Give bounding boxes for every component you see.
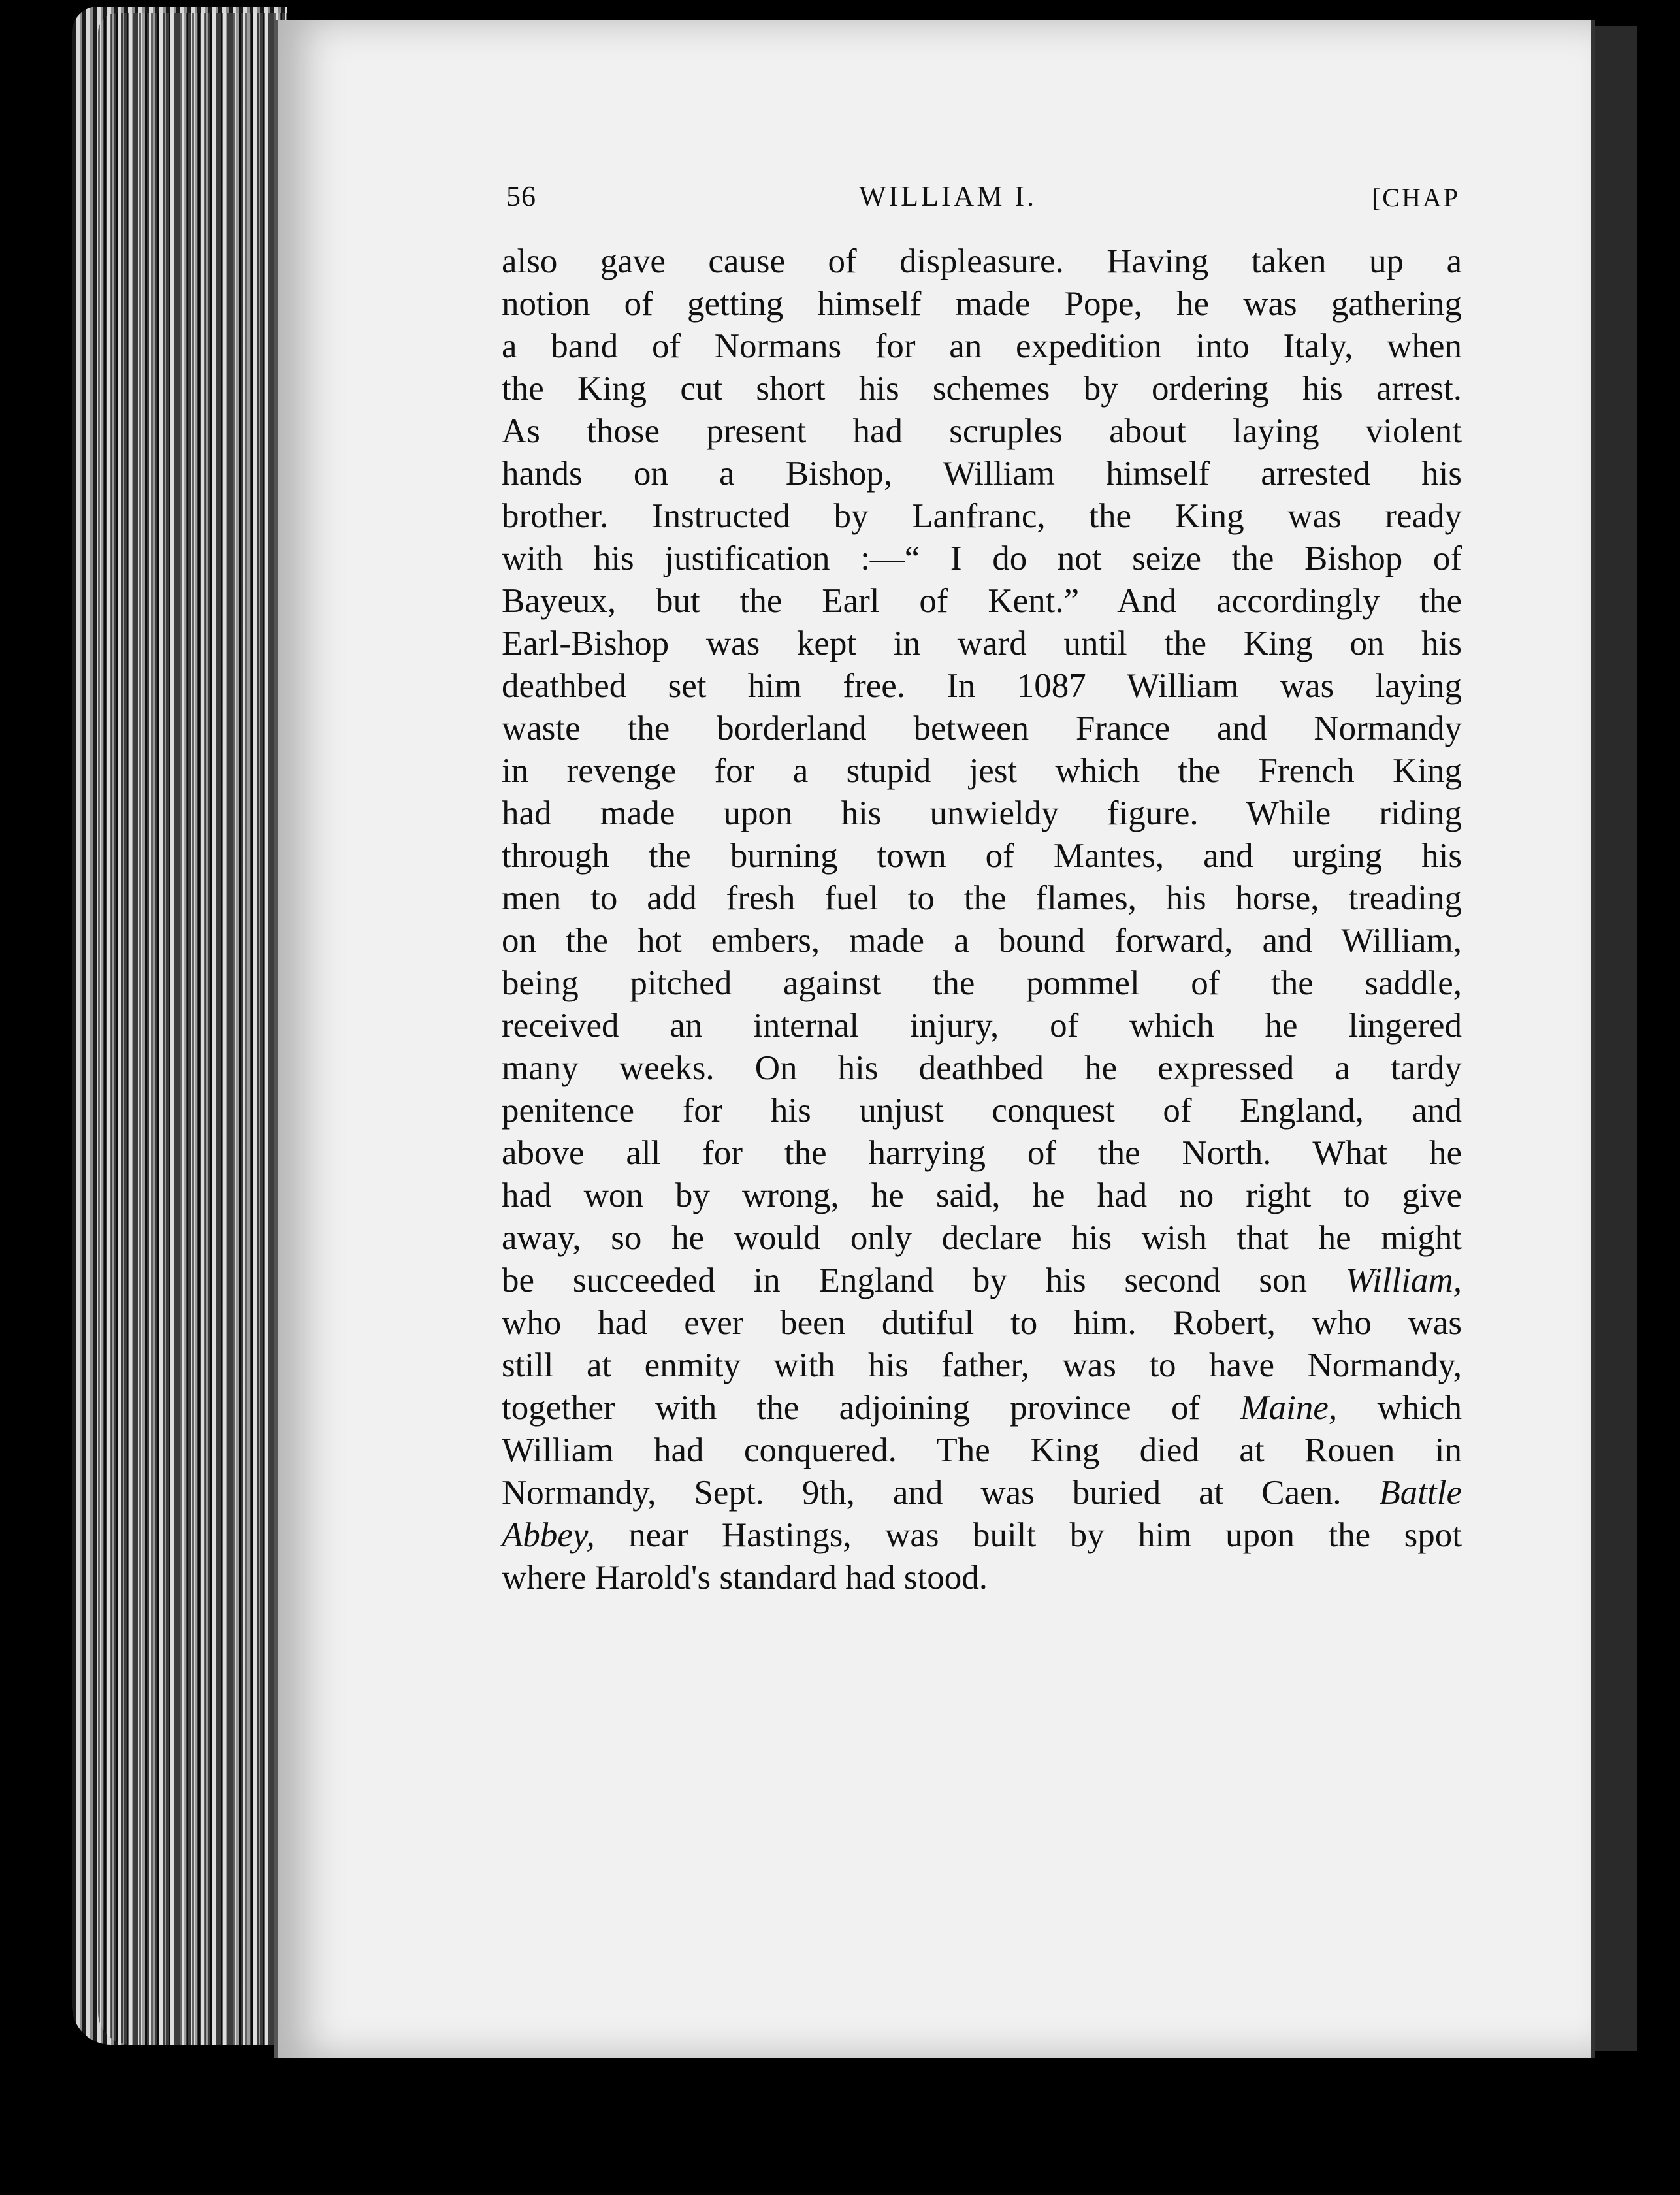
text-run: together with the adjoining province of — [502, 1389, 1240, 1427]
text-line: with his justification :—“ I do not seize the Bishop of — [502, 540, 1462, 577]
text-line: hands on a Bishop, William himself arrested his — [502, 455, 1462, 493]
text-line: notion of getting himself made Pope, he was gathering — [502, 285, 1462, 323]
text-line — [502, 1472, 1462, 1514]
text-line: deathbed set him free. In 1087 William was laying — [502, 667, 1462, 705]
text-line: brother. Instructed by Lanfranc, the King was ready — [502, 497, 1462, 535]
text-line: penitence for his unjust conquest of England, and — [502, 1092, 1462, 1130]
chapter-tag: [CHAP — [1371, 183, 1460, 212]
text-line: in revenge for a stupid jest which the French King — [502, 752, 1462, 790]
text-line: a band of Normans for an expedition into Italy, when — [502, 327, 1462, 365]
text-line: William had conquered. The King died at Rouen in — [502, 1431, 1462, 1469]
page-edges-shading — [98, 13, 287, 2045]
right-cover-edge — [1591, 26, 1637, 2051]
text-line: had made upon his unwieldy figure. While riding — [502, 794, 1462, 832]
body-text — [502, 240, 1462, 1599]
text-line: waste the borderland between France and Normandy — [502, 709, 1462, 747]
text-line: still at enmity with his father, was to have Normandy, — [502, 1346, 1462, 1384]
text-line — [502, 1514, 1462, 1557]
text-line: many weeks. On his deathbed he expressed a tardy — [502, 1049, 1462, 1087]
page-number: 56 — [506, 180, 536, 212]
italic-name: Battle — [1379, 1474, 1462, 1512]
page-header — [506, 180, 1460, 232]
text-run: be succeeded in England by his second son — [502, 1261, 1346, 1299]
italic-name: Abbey, — [502, 1516, 595, 1554]
text-line — [502, 1260, 1462, 1302]
italic-name: Maine, — [1240, 1389, 1338, 1427]
running-title: WILLIAM I. — [859, 180, 1037, 212]
text-line: on the hot embers, made a bound forward, and William, — [502, 922, 1462, 960]
text-line — [502, 1387, 1462, 1429]
italic-name: William, — [1345, 1261, 1462, 1299]
text-line: where Harold's standard had stood. — [502, 1559, 988, 1597]
text-line: through the burning town of Mantes, and urging his — [502, 837, 1462, 875]
text-line: Earl-Bishop was kept in ward until the King on his — [502, 625, 1462, 662]
text-run: Normandy, Sept. 9th, and was buried at Caen. — [502, 1474, 1380, 1512]
text-line: As those present had scruples about laying violent — [502, 412, 1462, 450]
text-line: above all for the harrying of the North. What he — [502, 1134, 1462, 1172]
text-line: also gave cause of displeasure. Having taken up a — [502, 242, 1462, 280]
text-line: Bayeux, but the Earl of Kent.” And accordingly the — [502, 582, 1462, 620]
text-line: away, so he would only declare his wish that he might — [502, 1219, 1462, 1257]
text-line: who had ever been dutiful to him. Robert, who was — [502, 1304, 1462, 1342]
text-line: men to add fresh fuel to the flames, his horse, treading — [502, 879, 1462, 917]
text-run: which — [1337, 1389, 1462, 1427]
text-line: being pitched against the pommel of the saddle, — [502, 964, 1462, 1002]
text-run: near Hastings, was built by him upon the spot — [594, 1516, 1462, 1554]
text-line: received an internal injury, of which he lingered — [502, 1007, 1462, 1045]
text-line: the King cut short his schemes by ordering his arrest. — [502, 370, 1462, 408]
text-line: had won by wrong, he said, he had no right to give — [502, 1177, 1462, 1214]
